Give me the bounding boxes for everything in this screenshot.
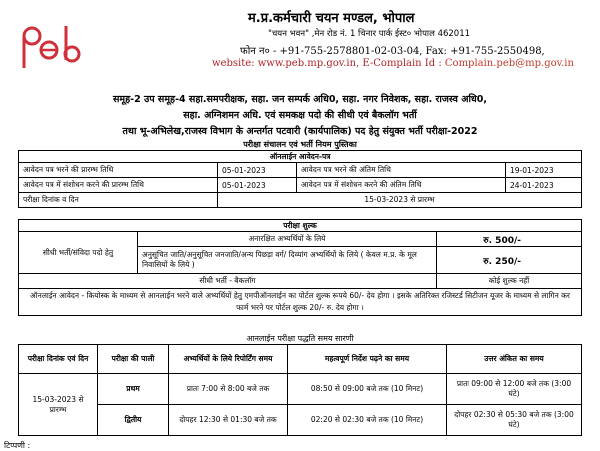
- schedule-date: 15-03-2023 से प्रारम्भ: [19, 374, 98, 436]
- mod-last-label: आवेदन पत्र में संशोधन करने की अंतिम तिथि: [297, 178, 506, 193]
- backlog-value: कोई शुल्क नहीं: [437, 274, 582, 289]
- schedule-header-row: [19, 345, 582, 374]
- unreserved-amount: रु. 500/-: [437, 232, 582, 247]
- portal-fee-note: ऑनलाईन आवेदन - कियोस्क के माध्यम से आनलाईन भरने वाले अभ्यर्थियों हेतु एमपीऑनलाईन का पोर्टल शुल्क रूपये 60/- देय होगा । इसके अतिरिक्त रजिस्टर्ड सिटीजन यूजर के माध्यम से लागिन कर फार्म भरने पर पोर्टल शुल्क 20/- रु. देय होगा ।: [19, 289, 582, 316]
- backlog-label: सीधी भर्ती - बैकलॉग: [19, 274, 437, 289]
- schedule-title: आनलाईन परीक्षा पद्धति समय सारणी: [246, 334, 354, 343]
- letterhead: [0, 0, 600, 90]
- exam-label: परीक्षा दिनांक व दिन: [19, 193, 218, 208]
- reserved-label: अनुसूचित जाति/अनुसूचित जनजाति/अन्य पिछड़ा वर्ग/ दिव्यांग अभ्यर्थियों के लिये ( केवल म.प्र. के मूल निवासियों के लिये ): [138, 247, 437, 274]
- reporting-1: प्रातः 7:00 से 8:00 बजे तक: [169, 374, 288, 405]
- org-phone: फोन न० - +91-755-2578801-02-03-04, Fax: +91-755-2550498,: [240, 46, 545, 57]
- table-row: [19, 374, 582, 405]
- fee-table: [18, 219, 582, 316]
- header-shift: परीक्षा की पाली: [98, 345, 169, 374]
- last-date: 19-01-2023: [506, 163, 582, 178]
- website-label: website:: [212, 58, 255, 69]
- reporting-2: दोपहर 12:30 से 01:30 बजे तक: [169, 405, 288, 436]
- complain-email-link[interactable]: Complain.peb@mp.gov.in: [444, 58, 574, 69]
- mod-start-label: आवेदन पत्र में संशोधन करने की प्रारम्भ तिथि: [19, 178, 218, 193]
- header-instructions: महत्वपूर्ण निर्देश पढ़ने का समय: [288, 345, 447, 374]
- online-form-heading: ऑनलाईन आवेदन-पत्र: [19, 151, 582, 163]
- website-link[interactable]: www.peb.mp.gov.in,: [257, 58, 360, 69]
- footer-note-label: टिप्पणी :: [4, 441, 31, 450]
- last-label: आवेदन पत्र भरने की अंतिम तिथि: [297, 163, 506, 178]
- mod-last-date: 24-01-2023: [506, 178, 582, 193]
- online-form-table: [18, 150, 582, 208]
- peb-logo: [20, 20, 82, 76]
- title-line-1: समूह-2 उप समूह-4 सहा.समपरीक्षक, सहा. जन सम्पर्क अधि0, सहा. नगर निवेशक, सहा. राजस्व अधि0,: [113, 94, 487, 105]
- org-name: म.प्र.कर्मचारी चयन मण्डल, भोपाल: [248, 11, 415, 26]
- header-date: परीक्षा दिनांक एवं दिन: [19, 345, 98, 374]
- title-line-3: तथा भू-अभिलेख,राजस्व विभाग के अन्तर्गत पटवारी (कार्यपालिक) पद हेतु संयुक्त भर्ती परीक्षा-2022: [122, 126, 478, 137]
- start-label: आवेदन पत्र भरने की प्रारम्भ तिथि: [19, 163, 218, 178]
- schedule-table: [18, 344, 582, 436]
- subtitle: परीक्षा संचालन एवं भर्ती नियम पुस्तिका: [243, 140, 357, 149]
- fee-heading: परीक्षा शुल्क: [19, 220, 582, 232]
- shift-2: द्वितीय: [98, 405, 169, 436]
- answer-1: प्रातः 09:00 से 12:00 बजे तक (3:00 घंटे): [447, 374, 582, 405]
- answer-2: दोपहर 02:30 से 05:30 बजे तक (3:00 घंटे): [447, 405, 582, 436]
- header-reporting: अभ्यर्थियों के लिये रिपोर्टिंग समय: [169, 345, 288, 374]
- title-line-2: सहा. अग्निशमन अधि. एवं समकक्ष पदो की सीधी एवं बैकलॉग भर्ती: [183, 110, 417, 121]
- unreserved-label: अनारक्षित अभ्यर्थियों के लिये: [138, 232, 437, 247]
- table-row: [19, 405, 582, 436]
- header-answer: उत्तर अंकित का समय: [447, 345, 582, 374]
- shift-1: प्रथम: [98, 374, 169, 405]
- mod-start-date: 05-01-2023: [218, 178, 297, 193]
- instructions-2: 02:20 से 02:30 बजे तक (10 मिनट): [288, 405, 447, 436]
- start-date: 05-01-2023: [218, 163, 297, 178]
- fee-category: सीधी भर्ती/संविदा पदो हेतु: [19, 232, 138, 274]
- complain-label: E-Complain Id :: [362, 58, 442, 69]
- exam-date: 15-03-2023 से प्रारम्भ: [218, 193, 582, 208]
- reserved-amount: रु. 250/-: [437, 247, 582, 274]
- instructions-1: 08:50 से 09:00 बजे तक (10 मिनट): [288, 374, 447, 405]
- web-line: [212, 58, 574, 69]
- org-address: "चयन भवन" ,मेन रोड नं. 1 चिनार पार्क ईस्ट० भोपाल 462011: [268, 29, 471, 39]
